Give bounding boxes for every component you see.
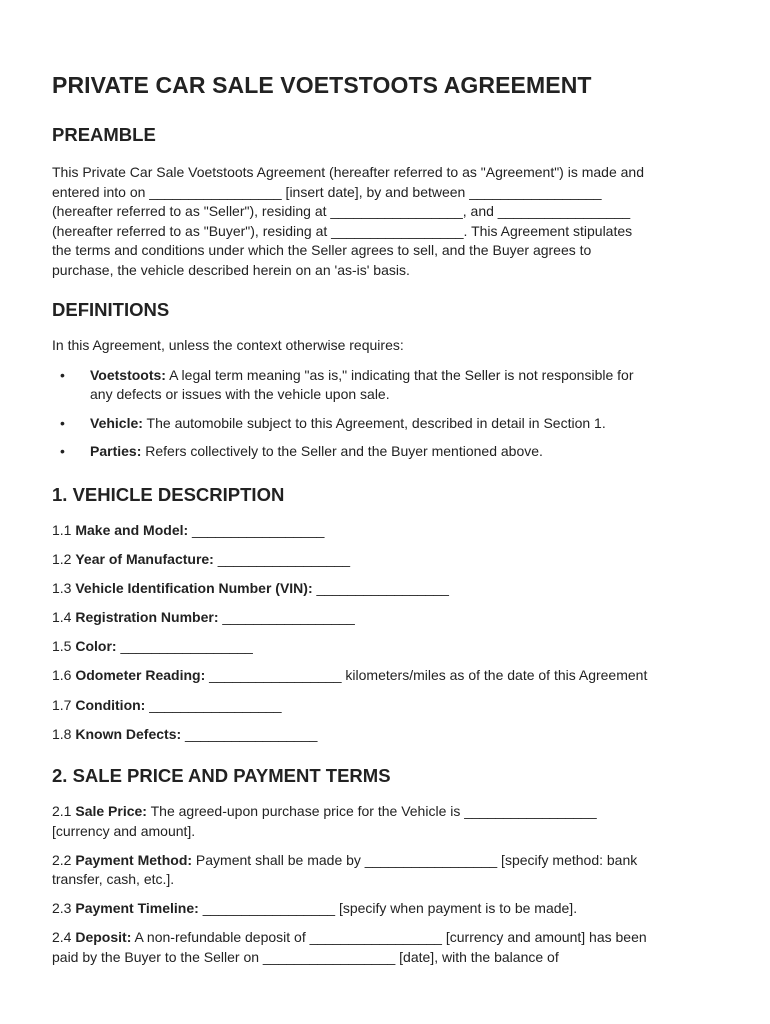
payment-term-method: 2.2 Payment Method: Payment shall be made by _________________ [specify method: bank transfer, cash, etc.]. [52,851,638,888]
preamble-paragraph [52,163,720,280]
definitions-section [52,299,720,462]
vehicle-field-odometer: 1.6 Odometer Reading: _________________ kilometers/miles as of the date of this Agreement [52,667,648,684]
payment-term-timeline: 2.3 Payment Timeline: _________________ [specify when payment is to be made]. [52,900,578,917]
sale-price-section [52,765,720,967]
vehicle-field-vin: 1.3 Vehicle Identification Number (VIN): _________________ [52,580,449,597]
payment-term-sale-price: 2.1 Sale Price: The agreed-upon purchase price for the Vehicle is _________________ [currency and amount]. [52,803,597,839]
definition-item [52,442,720,462]
preamble-line: This Private Car Sale Voetstoots Agreement (hereafter referred to as "Agreement") is made and [52,164,645,180]
definition-text: A legal term meaning "as is," indicating that the Seller is not responsible for [165,366,634,383]
preamble-section [52,124,720,280]
payment-terms [52,802,720,967]
vehicle-description-heading: 1. VEHICLE DESCRIPTION [52,484,285,505]
vehicle-field-condition: 1.7 Condition: _________________ [52,696,282,713]
vehicle-description-section [52,484,720,744]
definition-term: Vehicle: [90,414,143,431]
definitions-heading: DEFINITIONS [52,299,170,320]
payment-term-deposit: 2.4 Deposit: A non-refundable deposit of _________________ [currency and amount] has been paid by the Buyer to the Seller on _________________ [date], with the balance of [52,929,647,965]
preamble-line: the terms and conditions under which the Seller agrees to sell, and the Buyer agrees to [52,242,592,258]
definition-term: Voetstoots: [90,366,166,383]
definitions-list [52,366,720,462]
preamble-line: entered into on _________________ [insert date], by and between _________________ [52,183,602,200]
bullet-icon: • [60,366,65,383]
sale-price-heading: 2. SALE PRICE AND PAYMENT TERMS [52,765,391,786]
vehicle-fields [52,521,720,744]
definition-item [52,414,720,434]
preamble-heading: PREAMBLE [52,124,156,145]
preamble-line: (hereafter referred to as "Seller"), residing at _________________, and _________________ [52,203,631,219]
preamble-line: purchase, the vehicle described herein on an 'as-is' basis. [52,261,410,278]
definitions-intro: In this Agreement, unless the context otherwise requires: [52,337,404,353]
definition-text: Refers collectively to the Seller and the Buyer mentioned above. [141,443,543,459]
definition-text: any defects or issues with the vehicle upon sale. [90,386,390,402]
document-title: PRIVATE CAR SALE VOETSTOOTS AGREEMENT [52,72,592,98]
vehicle-field-known-defects: 1.8 Known Defects: _________________ [52,725,318,742]
vehicle-field-color: 1.5 Color: _________________ [52,638,253,655]
preamble-line: (hereafter referred to as "Buyer"), residing at _________________. This Agreement stipulates [52,222,633,239]
vehicle-field-registration: 1.4 Registration Number: _________________ [52,609,355,626]
vehicle-field-make-model: 1.1 Make and Model: _________________ [52,522,325,538]
definition-term: Parties: [90,443,142,459]
bullet-icon: • [60,443,65,459]
vehicle-field-year: 1.2 Year of Manufacture: _________________ [52,551,351,568]
definition-text: The automobile subject to this Agreement, described in detail in Section 1. [142,414,606,431]
definition-item [52,366,720,405]
bullet-icon: • [60,414,65,431]
